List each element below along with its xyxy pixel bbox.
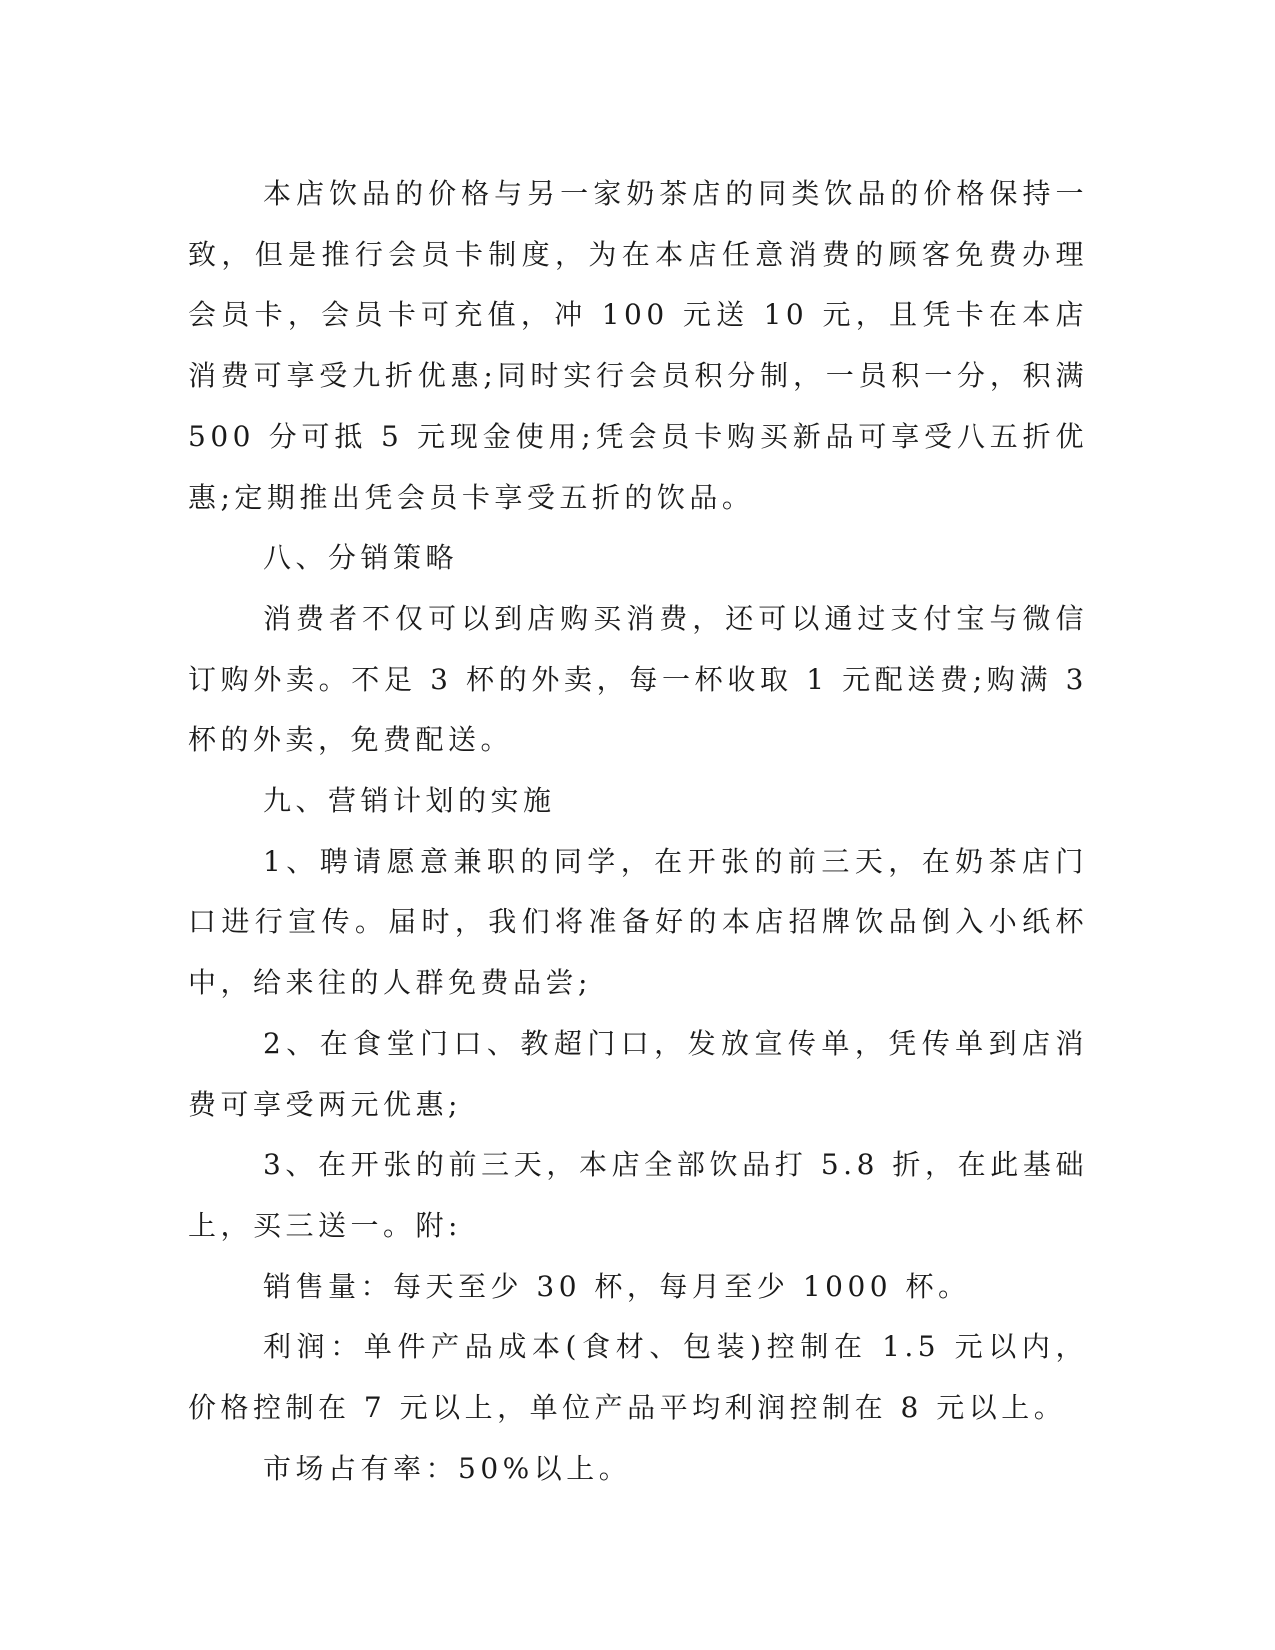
paragraph-sales-volume: 销售量：每天至少 30 杯，每月至少 1000 杯。 bbox=[263, 1269, 971, 1303]
heading-marketing-implementation: 九、营销计划的实施 bbox=[263, 784, 556, 818]
paragraph-step-1: 1、聘请愿意兼职的同学，在开张的前三天，在奶茶店门口进行宣传。届时，我们将准备好的本店招牌饮品倒入小纸杯中，给来往的人群免费品尝; bbox=[188, 844, 1088, 1000]
paragraph-market-share: 市场占有率：50%以上。 bbox=[263, 1451, 632, 1485]
document-body bbox=[188, 164, 1088, 1499]
paragraph-profit: 利润：单件产品成本(食材、包装)控制在 1.5 元以内，价格控制在 7 元以上，单位产品平均利润控制在 8 元以上。 bbox=[188, 1330, 1088, 1425]
paragraph-membership-pricing: 本店饮品的价格与另一家奶茶店的同类饮品的价格保持一致，但是推行会员卡制度，为在本店任意消费的顾客免费办理会员卡，会员卡可充值，冲 100 元送 10 元，且凭卡在本店消费可享受九折优惠;同时实行会员积分制，一员积一分，积满 500 分可抵 5 元现金使用;凭会员卡购买新品可享受八五折优惠;定期推出凭会员卡享受五折的饮品。 bbox=[188, 177, 1088, 514]
paragraph-step-3: 3、在开张的前三天，本店全部饮品打 5.8 折，在此基础上，买三送一。附: bbox=[188, 1148, 1088, 1242]
heading-distribution-strategy: 八、分销策略 bbox=[263, 541, 459, 575]
paragraph-step-2: 2、在食堂门口、教超门口，发放宣传单，凭传单到店消费可享受两元优惠; bbox=[188, 1026, 1088, 1121]
paragraph-distribution: 消费者不仅可以到店购买消费，还可以通过支付宝与微信订购外卖。不足 3 杯的外卖，每一杯收取 1 元配送费;购满 3 杯的外卖，免费配送。 bbox=[188, 601, 1088, 757]
